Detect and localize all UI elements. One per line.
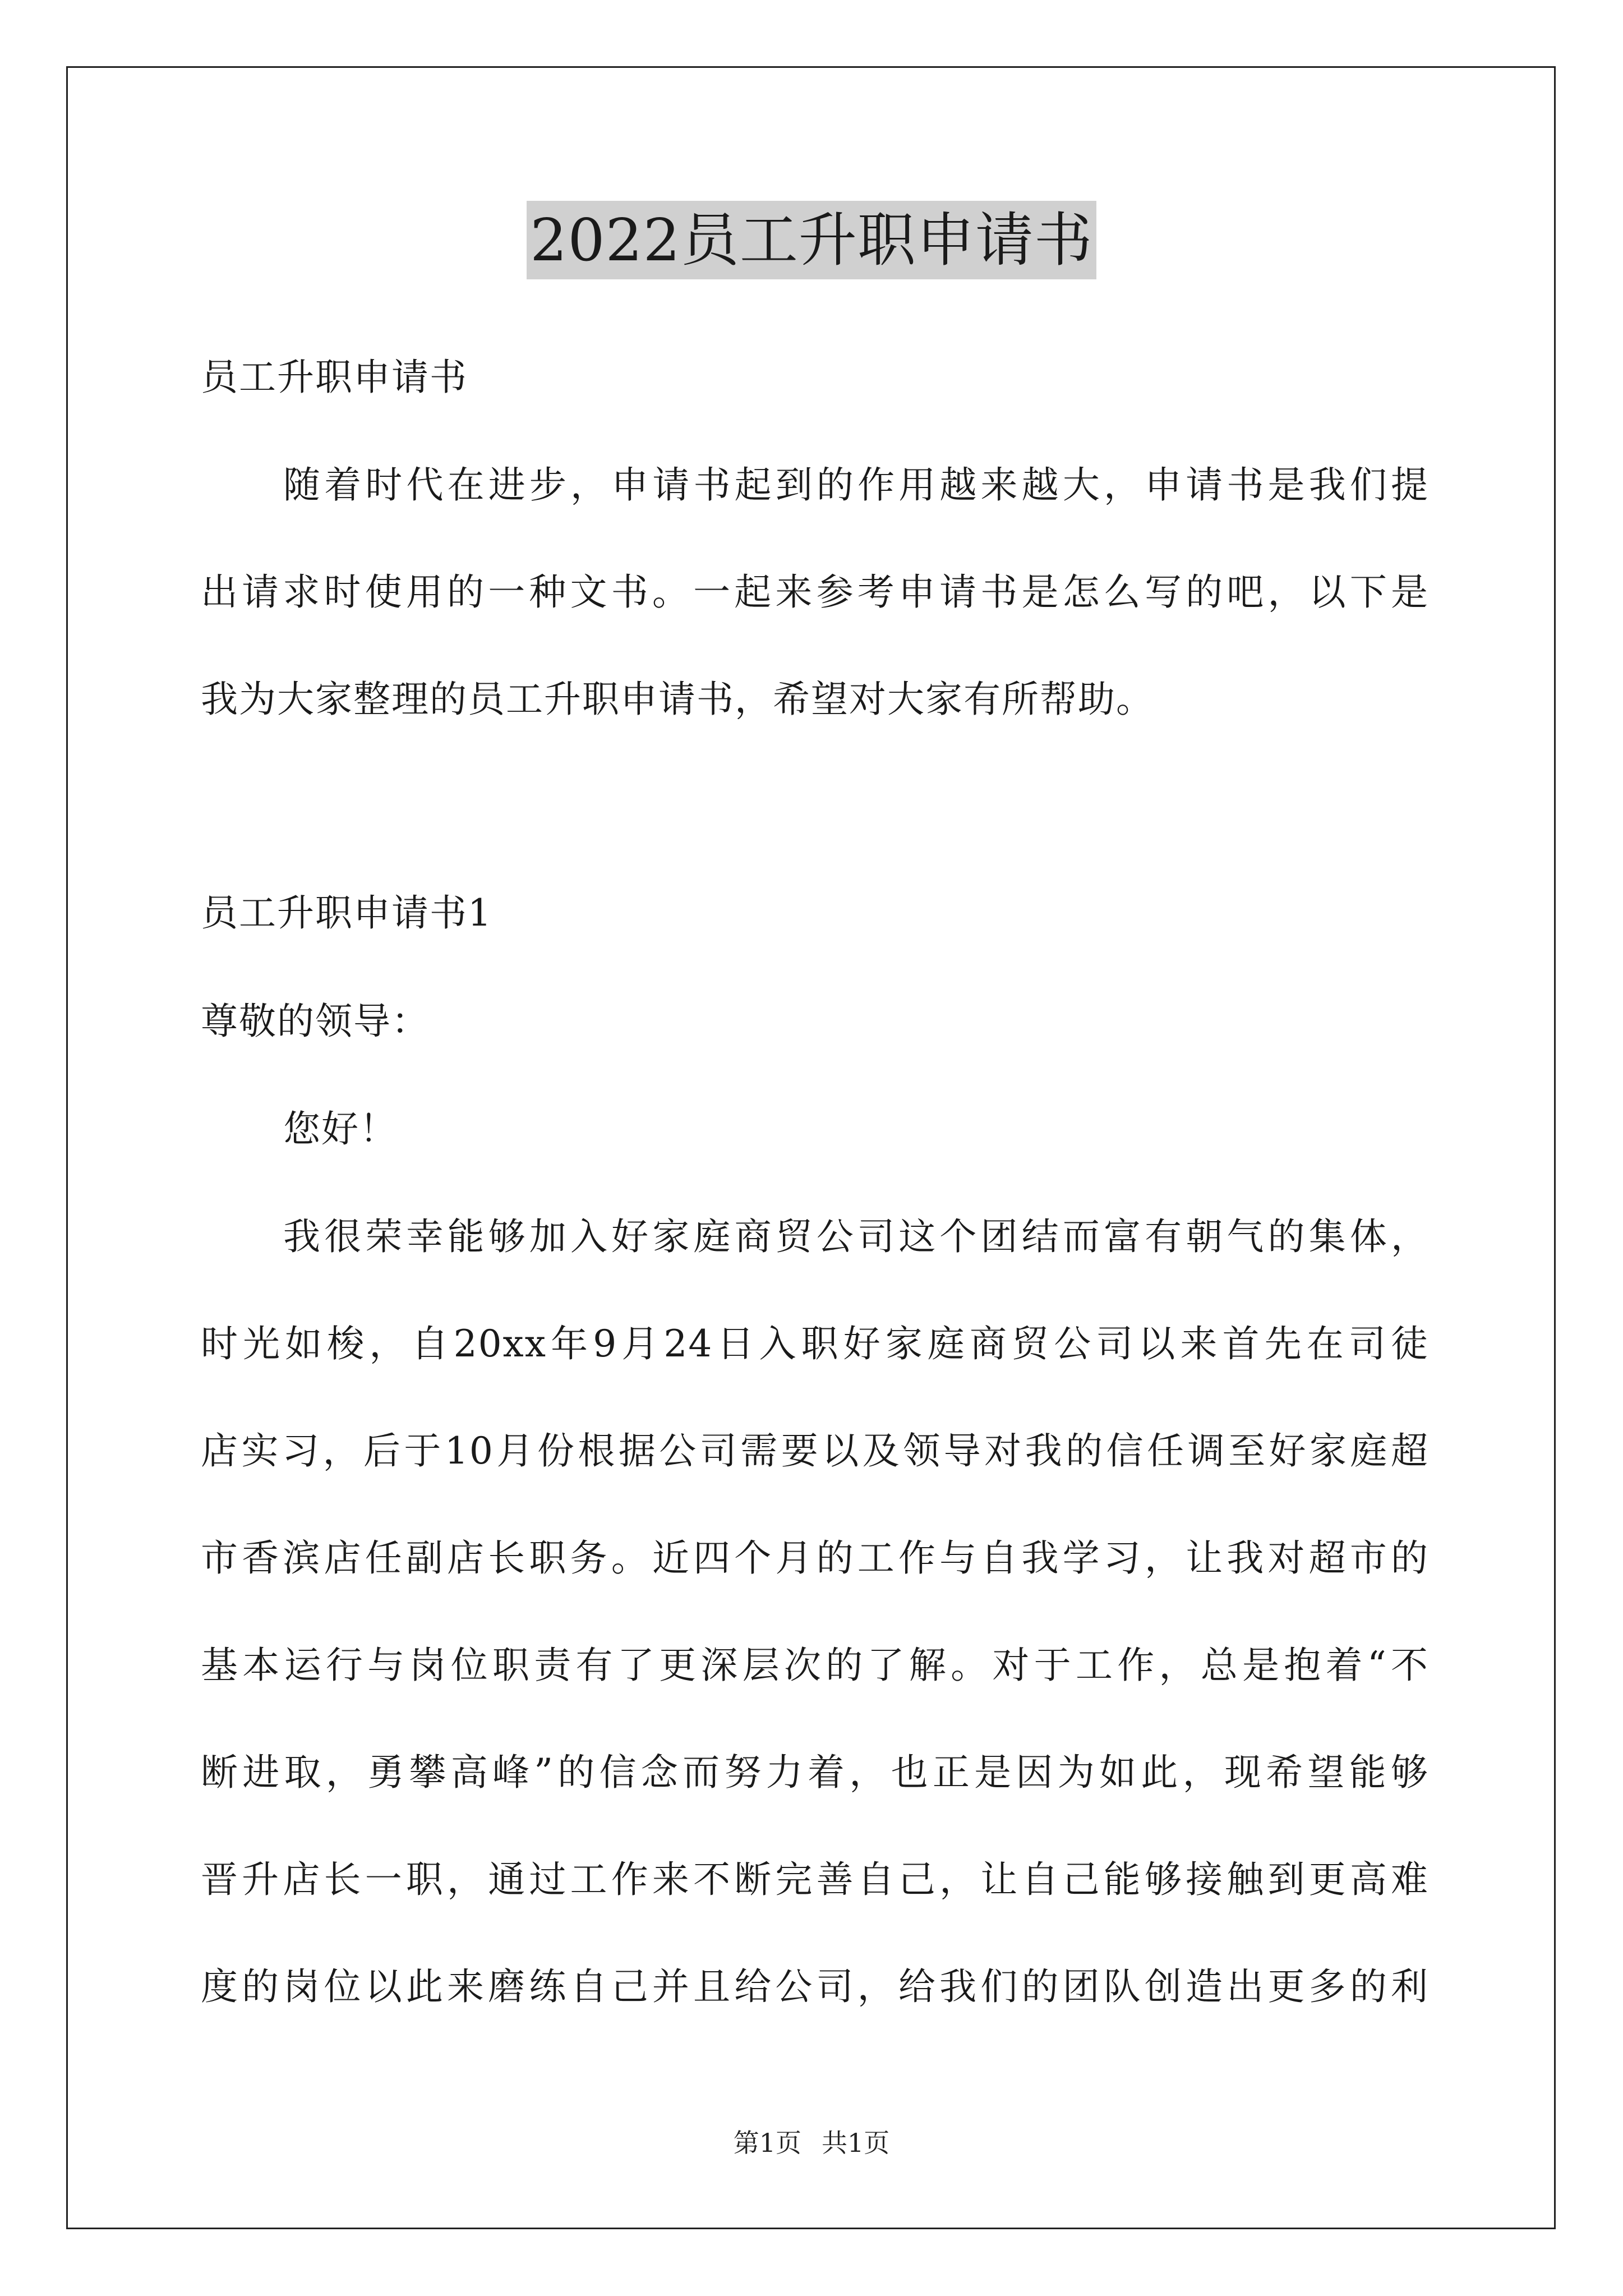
title-container bbox=[0, 201, 1623, 279]
body-line-4: 市香滨店任副店长职务。近四个月的工作与自我学习，让我对超市的 bbox=[201, 1536, 1429, 1580]
subtitle: 员工升职申请书 bbox=[201, 356, 468, 399]
greeting: 您好！ bbox=[283, 1107, 398, 1151]
page-number-total: 共1页 bbox=[822, 2128, 890, 2158]
body-line-7: 晋升店长一职，通过工作来不断完善自己，让自己能够接触到更高难 bbox=[201, 1858, 1429, 1901]
page-number-current: 第1页 bbox=[733, 2128, 801, 2158]
body-line-5: 基本运行与岗位职责有了更深层次的了解。对于工作，总是抱着“不 bbox=[201, 1644, 1429, 1687]
intro-line-3: 我为大家整理的员工升职申请书，希望对大家有所帮助。 bbox=[201, 678, 1154, 721]
intro-line-2: 出请求时使用的一种文书。一起来参考申请书是怎么写的吧，以下是 bbox=[201, 570, 1429, 614]
page-footer bbox=[0, 2126, 1623, 2160]
body-line-2: 时光如梭，自20xx年9月24日入职好家庭商贸公司以来首先在司徒 bbox=[201, 1322, 1429, 1365]
document-title: 2022员工升职申请书 bbox=[527, 201, 1096, 279]
salutation: 尊敬的领导： bbox=[201, 1000, 430, 1043]
body-line-3: 店实习，后于10月份根据公司需要以及领导对我的信任调至好家庭超 bbox=[201, 1429, 1429, 1473]
body-line-6: 断进取，勇攀高峰”的信念而努力着，也正是因为如此，现希望能够 bbox=[201, 1751, 1429, 1794]
intro-line-1: 随着时代在进步，申请书起到的作用越来越大，申请书是我们提 bbox=[283, 463, 1429, 507]
body-line-8: 度的岗位以此来磨练自己并且给公司，给我们的团队创造出更多的利 bbox=[201, 1965, 1429, 2008]
body-line-1: 我很荣幸能够加入好家庭商贸公司这个团结而富有朝气的集体， bbox=[283, 1215, 1429, 1258]
section-heading: 员工升职申请书1 bbox=[201, 891, 492, 935]
